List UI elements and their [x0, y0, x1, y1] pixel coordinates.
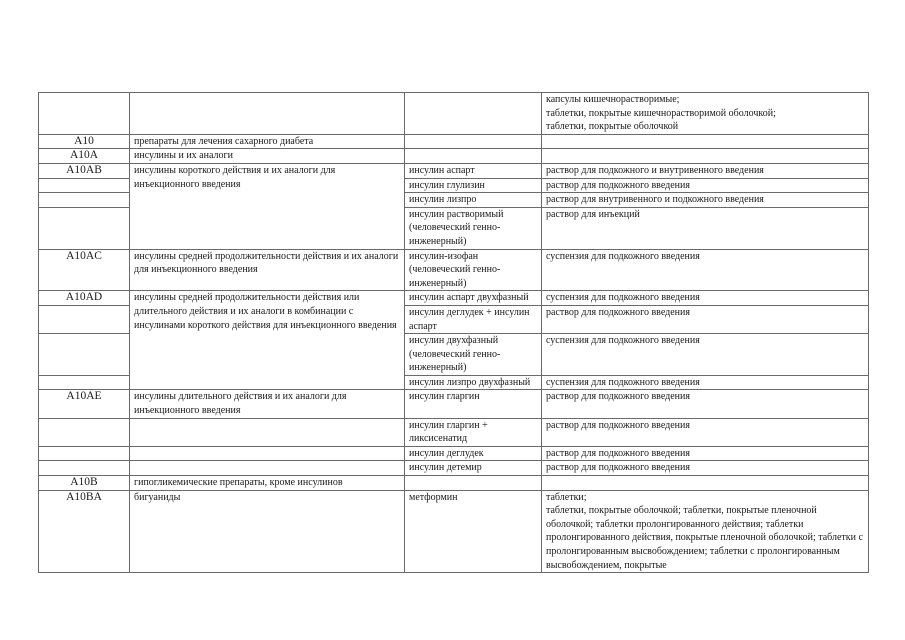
- form-cell: раствор для подкожного введения: [542, 461, 869, 476]
- group-cell: [130, 461, 405, 476]
- drug-cell: инсулин лизпро: [405, 193, 542, 208]
- drug-cell: инсулин глулизин: [405, 178, 542, 193]
- form-cell: раствор для подкожного введения: [542, 305, 869, 333]
- atc-code-cell: A10: [39, 134, 130, 149]
- table-row: [39, 149, 869, 164]
- drug-cell: инсулин аспарт двухфазный: [405, 291, 542, 306]
- table-row: [39, 476, 869, 491]
- form-cell: [542, 149, 869, 164]
- atc-code-cell: [39, 93, 130, 135]
- form-cell: раствор для подкожного введения: [542, 418, 869, 446]
- table-row: [39, 490, 869, 573]
- atc-code-cell: [39, 446, 130, 461]
- drug-cell: инсулин лизпро двухфазный: [405, 375, 542, 390]
- form-cell: суспензия для подкожного введения: [542, 334, 869, 376]
- form-cell: раствор для внутривенного и подкожного введения: [542, 193, 869, 208]
- table-row: [39, 249, 869, 291]
- form-cell: суспензия для подкожного введения: [542, 375, 869, 390]
- table-row: [39, 134, 869, 149]
- atc-code-cell: [39, 418, 130, 446]
- form-cell: раствор для инъекций: [542, 207, 869, 249]
- atc-code-cell: A10AB: [39, 163, 130, 178]
- atc-code-cell: A10A: [39, 149, 130, 164]
- drug-cell: инсулин растворимый (человеческий генно-инженерный): [405, 207, 542, 249]
- atc-code-cell: [39, 193, 130, 208]
- group-cell: инсулины длительного действия и их аналоги для инъекционного введения: [130, 390, 405, 418]
- drug-cell: инсулин-изофан (человеческий генно-инженерный): [405, 249, 542, 291]
- drug-table: [38, 92, 869, 573]
- group-cell: препараты для лечения сахарного диабета: [130, 134, 405, 149]
- drug-cell: инсулин детемир: [405, 461, 542, 476]
- group-cell: инсулины короткого действия и их аналоги для инъекционного введения: [130, 163, 405, 249]
- group-cell: бигуаниды: [130, 490, 405, 573]
- group-cell: инсулины средней продолжительности действия или длительного действия и их аналоги в комбинации с инсулинами короткого действия для инъекционного введения: [130, 291, 405, 390]
- form-cell: [542, 476, 869, 491]
- table-row: [39, 291, 869, 306]
- atc-code-cell: A10BA: [39, 490, 130, 573]
- table-row: [39, 461, 869, 476]
- table-row: [39, 446, 869, 461]
- drug-cell: инсулин деглудек: [405, 446, 542, 461]
- drug-cell: инсулин деглудек + инсулин аспарт: [405, 305, 542, 333]
- drug-cell: [405, 93, 542, 135]
- drug-cell: метформин: [405, 490, 542, 573]
- group-cell: инсулины средней продолжительности действия и их аналоги для инъекционного введения: [130, 249, 405, 291]
- form-cell: раствор для подкожного введения: [542, 178, 869, 193]
- table-row: [39, 418, 869, 446]
- table-row: [39, 390, 869, 418]
- atc-code-cell: [39, 178, 130, 193]
- atc-code-cell: A10AE: [39, 390, 130, 418]
- group-cell: [130, 446, 405, 461]
- atc-code-cell: [39, 461, 130, 476]
- table-row: [39, 163, 869, 178]
- atc-code-cell: A10AD: [39, 291, 130, 306]
- atc-code-cell: [39, 375, 130, 390]
- drug-cell: инсулин гларгин: [405, 390, 542, 418]
- form-cell: таблетки; таблетки, покрытые оболочкой; таблетки, покрытые пленочной оболочкой; таблетки пролонгированного действия; таблетки пролонгированного действия, покрытые пленочной оболочкой; таблетки с пролонгированным высвобождением; таблетки с пролонгированным высвобождением, покрытые: [542, 490, 869, 573]
- table-row: [39, 93, 869, 135]
- form-cell: суспензия для подкожного введения: [542, 291, 869, 306]
- form-cell: капсулы кишечнорастворимые; таблетки, покрытые кишечнорастворимой оболочкой; таблетки, покрытые оболочкой: [542, 93, 869, 135]
- drug-cell: [405, 134, 542, 149]
- form-cell: раствор для подкожного введения: [542, 390, 869, 418]
- group-cell: [130, 93, 405, 135]
- form-cell: раствор для подкожного и внутривенного введения: [542, 163, 869, 178]
- atc-code-cell: A10AC: [39, 249, 130, 291]
- group-cell: гипогликемические препараты, кроме инсулинов: [130, 476, 405, 491]
- drug-cell: инсулин гларгин + ликсисенатид: [405, 418, 542, 446]
- atc-code-cell: [39, 334, 130, 376]
- drug-cell: инсулин аспарт: [405, 163, 542, 178]
- drug-cell: инсулин двухфазный (человеческий генно-инженерный): [405, 334, 542, 376]
- drug-cell: [405, 476, 542, 491]
- atc-code-cell: A10B: [39, 476, 130, 491]
- form-cell: раствор для подкожного введения: [542, 446, 869, 461]
- atc-code-cell: [39, 305, 130, 333]
- group-cell: инсулины и их аналоги: [130, 149, 405, 164]
- form-cell: суспензия для подкожного введения: [542, 249, 869, 291]
- drug-cell: [405, 149, 542, 164]
- form-cell: [542, 134, 869, 149]
- group-cell: [130, 418, 405, 446]
- atc-code-cell: [39, 207, 130, 249]
